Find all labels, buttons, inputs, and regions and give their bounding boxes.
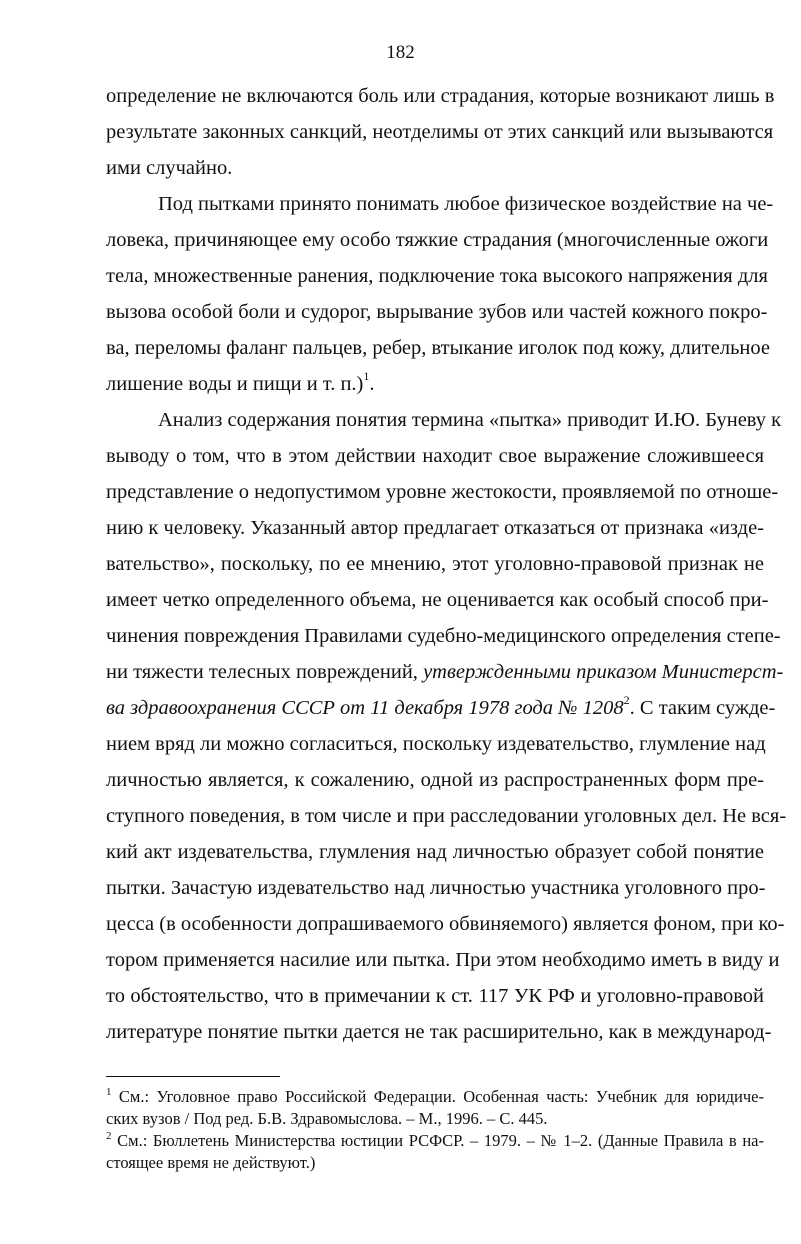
footnote-marker: 2 (106, 1129, 112, 1142)
text-line (106, 693, 776, 722)
text-line: тела, множественные ранения, подключение тока высокого напряжения для (106, 265, 768, 287)
footnote-text: См.: Уголовное право Российской Федерации. Особенная часть: Учебник для юридиче- (111, 1087, 764, 1106)
text-line: литературе понятие пытки дается не так расширительно, как в международ- (106, 1021, 772, 1043)
text-line: имеет четко определенного объема, не оценивается как особый способ при- (106, 589, 769, 611)
text-line: нию к человеку. Указанный автор предлагает отказаться от признака «изде- (106, 517, 764, 539)
text-line: то обстоятельство, что в примечании к ст. 117 УК РФ и уголовно-правовой (106, 985, 764, 1007)
footnote-ref: 2 (623, 693, 630, 708)
footnote-1 (106, 1086, 764, 1108)
text-line: ступного поведения, в том числе и при расследовании уголовных дел. Не вся- (106, 805, 787, 827)
text-line: вательство», поскольку, по ее мнению, этот уголовно-правовой признак не (106, 553, 764, 575)
text-line: ими случайно. (106, 157, 233, 179)
text-line: ва, переломы фаланг пальцев, ребер, втыкание иголок под кожу, длительное (106, 337, 770, 359)
text-line: Анализ содержания понятия термина «пытка» приводит И.Ю. Буневу к (158, 409, 782, 431)
text-line (106, 370, 764, 398)
text-fragment: . (369, 373, 375, 395)
text-line: личностью является, к сожалению, одной из распространенных форм пре- (106, 769, 764, 791)
text-line: нием вряд ли можно согласиться, поскольку издевательство, глумление над (106, 733, 766, 755)
italic-fragment: ва здравоохранения СССР от 11 декабря 1978 года № 1208 (106, 697, 624, 719)
text-fragment: . С таким сужде- (629, 697, 776, 719)
text-line: Под пытками принято понимать любое физическое воздействие на че- (158, 193, 774, 215)
text-line: цесса (в особенности допрашиваемого обвиняемого) является фоном, при ко- (106, 913, 785, 935)
text-line: определение не включаются боль или страдания, которые возникают лишь в (106, 85, 775, 107)
text-line: пытки. Зачастую издевательство над личностью участника уголовного про- (106, 877, 766, 899)
footnote-divider (106, 1076, 280, 1077)
text-line: выводу о том, что в этом действии находит свое выражение сложившееся (106, 445, 764, 467)
footnote-1-cont: ских вузов / Под ред. Б.В. Здравомыслова. – М., 1996. – С. 445. (106, 1109, 548, 1128)
text-fragment: ни тяжести телесных повреждений, (106, 661, 424, 683)
footnote-text: См.: Бюллетень Министерства юстиции РСФСР. – 1979. – № 1–2. (Данные Правила в на- (111, 1131, 764, 1150)
italic-fragment: утвержденными приказом Министерст- (423, 661, 784, 683)
text-line: вызова особой боли и судорог, вырывание зубов или частей кожного покро- (106, 301, 768, 323)
text-fragment: лишение воды и пищи и т. п.) (106, 373, 364, 395)
footnote-ref: 1 (363, 369, 370, 384)
page-number: 182 (386, 42, 415, 63)
text-line: ловека, причиняющее ему особо тяжкие страдания (многочисленные ожоги (106, 229, 769, 251)
text-line (106, 658, 784, 686)
text-line: тором применяется насилие или пытка. При этом необходимо иметь в виду и (106, 949, 780, 971)
footnote-2 (106, 1130, 764, 1152)
text-line: представление о недопустимом уровне жестокости, проявляемой по отноше- (106, 481, 779, 503)
text-line: кий акт издевательства, глумления над личностью образует собой понятие (106, 841, 764, 863)
footnote-marker: 1 (106, 1085, 112, 1098)
text-line: чинения повреждения Правилами судебно-медицинского определения степе- (106, 625, 781, 647)
text-line: результате законных санкций, неотделимы от этих санкций или вызываются (106, 121, 774, 143)
footnote-2-cont: стоящее время не действуют.) (106, 1153, 316, 1172)
